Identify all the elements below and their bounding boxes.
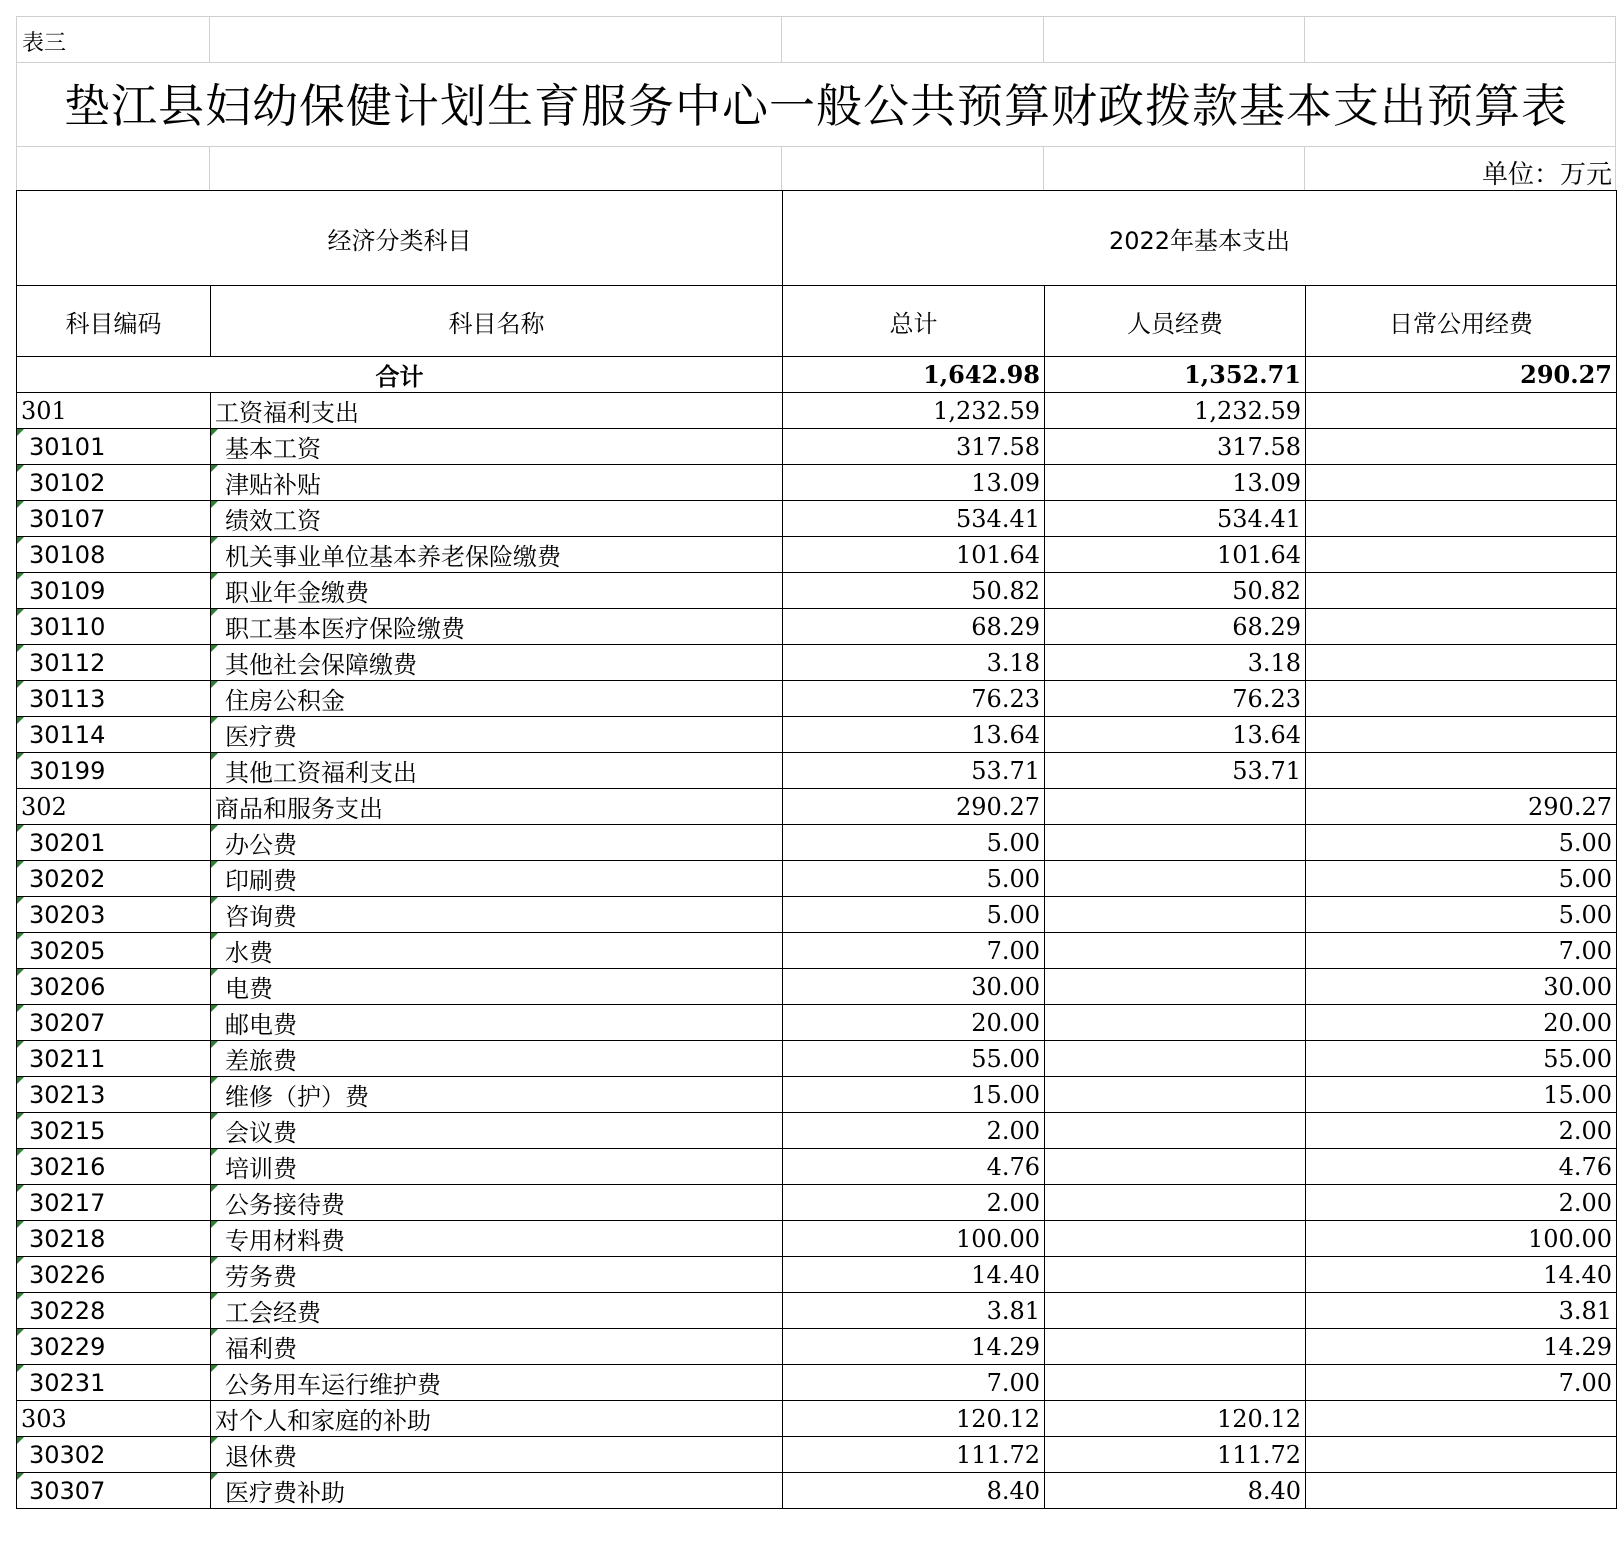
row-total: 290.27 xyxy=(783,789,1045,825)
table-row xyxy=(17,501,1617,537)
row-name: 维修（护）费 xyxy=(211,1077,783,1113)
row-personnel xyxy=(1045,897,1306,933)
row-code: 30226 xyxy=(17,1257,211,1293)
row-code: 30110 xyxy=(17,609,211,645)
row-total: 2.00 xyxy=(783,1113,1045,1149)
row-name: 公务用车运行维护费 xyxy=(211,1365,783,1401)
table-row xyxy=(17,1401,1617,1437)
row-name: 津贴补贴 xyxy=(211,465,783,501)
table-row xyxy=(17,1185,1617,1221)
row-total: 101.64 xyxy=(783,537,1045,573)
row-code: 30215 xyxy=(17,1113,211,1149)
table-row xyxy=(17,825,1617,861)
row-name: 会议费 xyxy=(211,1113,783,1149)
row-code: 30102 xyxy=(17,465,211,501)
row-code: 30203 xyxy=(17,897,211,933)
header-personnel: 人员经费 xyxy=(1045,286,1306,357)
table-row xyxy=(17,789,1617,825)
row-daily: 2.00 xyxy=(1306,1113,1617,1149)
row-code: 30218 xyxy=(17,1221,211,1257)
row-name: 培训费 xyxy=(211,1149,783,1185)
row-name: 专用材料费 xyxy=(211,1221,783,1257)
row-name: 电费 xyxy=(211,969,783,1005)
table-row xyxy=(17,1149,1617,1185)
row-personnel: 68.29 xyxy=(1045,609,1306,645)
table-row xyxy=(17,609,1617,645)
table-row xyxy=(17,861,1617,897)
row-total: 53.71 xyxy=(783,753,1045,789)
row-total: 5.00 xyxy=(783,861,1045,897)
row-daily xyxy=(1306,609,1617,645)
page-title: 垫江县妇幼保健计划生育服务中心一般公共预算财政拨款基本支出预算表 xyxy=(64,79,1568,133)
header-total: 总计 xyxy=(783,286,1045,357)
row-name: 其他社会保障缴费 xyxy=(211,645,783,681)
row-total: 7.00 xyxy=(783,933,1045,969)
row-daily: 5.00 xyxy=(1306,825,1617,861)
row-daily: 5.00 xyxy=(1306,897,1617,933)
row-code: 30231 xyxy=(17,1365,211,1401)
row-total: 14.40 xyxy=(783,1257,1045,1293)
row-total: 76.23 xyxy=(783,681,1045,717)
header-daily: 日常公用经费 xyxy=(1306,286,1617,357)
row-total: 120.12 xyxy=(783,1401,1045,1437)
total-label: 合计 xyxy=(17,357,783,393)
row-code: 30114 xyxy=(17,717,211,753)
row-personnel xyxy=(1045,1005,1306,1041)
row-personnel: 120.12 xyxy=(1045,1401,1306,1437)
row-daily xyxy=(1306,1473,1617,1509)
row-daily: 3.81 xyxy=(1306,1293,1617,1329)
table-row xyxy=(17,1437,1617,1473)
row-personnel: 50.82 xyxy=(1045,573,1306,609)
row-code: 30211 xyxy=(17,1041,211,1077)
row-total: 5.00 xyxy=(783,825,1045,861)
row-personnel xyxy=(1045,789,1306,825)
header-code: 科目编码 xyxy=(17,286,211,357)
row-personnel: 8.40 xyxy=(1045,1473,1306,1509)
row-daily: 15.00 xyxy=(1306,1077,1617,1113)
row-personnel xyxy=(1045,825,1306,861)
row-name: 工会经费 xyxy=(211,1293,783,1329)
row-name: 基本工资 xyxy=(211,429,783,465)
row-total: 8.40 xyxy=(783,1473,1045,1509)
row-total: 7.00 xyxy=(783,1365,1045,1401)
row-total: 50.82 xyxy=(783,573,1045,609)
table-row xyxy=(17,1365,1617,1401)
table-row xyxy=(17,969,1617,1005)
row-personnel xyxy=(1045,1257,1306,1293)
row-personnel: 1,232.59 xyxy=(1045,393,1306,429)
row-code: 302 xyxy=(17,789,211,825)
table-row xyxy=(17,753,1617,789)
row-name: 咨询费 xyxy=(211,897,783,933)
table-row xyxy=(17,717,1617,753)
table-row xyxy=(17,537,1617,573)
table-row xyxy=(17,573,1617,609)
row-personnel xyxy=(1045,1041,1306,1077)
row-total: 13.64 xyxy=(783,717,1045,753)
row-daily: 14.40 xyxy=(1306,1257,1617,1293)
row-total: 14.29 xyxy=(783,1329,1045,1365)
row-name: 对个人和家庭的补助 xyxy=(211,1401,783,1437)
row-name: 差旅费 xyxy=(211,1041,783,1077)
table-row xyxy=(17,1221,1617,1257)
total-row xyxy=(17,357,1617,393)
row-personnel: 76.23 xyxy=(1045,681,1306,717)
row-daily xyxy=(1306,573,1617,609)
row-name: 福利费 xyxy=(211,1329,783,1365)
row-daily xyxy=(1306,429,1617,465)
row-personnel xyxy=(1045,1185,1306,1221)
table-row xyxy=(17,1077,1617,1113)
row-daily xyxy=(1306,537,1617,573)
row-name: 办公费 xyxy=(211,825,783,861)
row-total: 55.00 xyxy=(783,1041,1045,1077)
row-total: 111.72 xyxy=(783,1437,1045,1473)
row-total: 100.00 xyxy=(783,1221,1045,1257)
row-personnel xyxy=(1045,933,1306,969)
table-row xyxy=(17,681,1617,717)
row-total: 13.09 xyxy=(783,465,1045,501)
row-code: 30202 xyxy=(17,861,211,897)
row-code: 301 xyxy=(17,393,211,429)
row-code: 30217 xyxy=(17,1185,211,1221)
row-name: 商品和服务支出 xyxy=(211,789,783,825)
table-row xyxy=(17,429,1617,465)
row-code: 30112 xyxy=(17,645,211,681)
row-name: 印刷费 xyxy=(211,861,783,897)
row-total: 3.81 xyxy=(783,1293,1045,1329)
row-code: 30206 xyxy=(17,969,211,1005)
row-daily xyxy=(1306,717,1617,753)
row-name: 水费 xyxy=(211,933,783,969)
row-name: 劳务费 xyxy=(211,1257,783,1293)
row-personnel: 317.58 xyxy=(1045,429,1306,465)
row-name: 住房公积金 xyxy=(211,681,783,717)
row-total: 3.18 xyxy=(783,645,1045,681)
row-name: 邮电费 xyxy=(211,1005,783,1041)
table-row xyxy=(17,933,1617,969)
row-daily xyxy=(1306,393,1617,429)
row-daily: 20.00 xyxy=(1306,1005,1617,1041)
table-row xyxy=(17,1473,1617,1509)
row-daily: 100.00 xyxy=(1306,1221,1617,1257)
row-daily: 2.00 xyxy=(1306,1185,1617,1221)
row-code: 30199 xyxy=(17,753,211,789)
row-total: 2.00 xyxy=(783,1185,1045,1221)
row-code: 30307 xyxy=(17,1473,211,1509)
table-row xyxy=(17,645,1617,681)
header-econ-class: 经济分类科目 xyxy=(17,191,783,286)
row-name: 医疗费 xyxy=(211,717,783,753)
row-total: 317.58 xyxy=(783,429,1045,465)
table-row xyxy=(17,1041,1617,1077)
row-total: 1,232.59 xyxy=(783,393,1045,429)
row-personnel xyxy=(1045,1149,1306,1185)
row-daily: 55.00 xyxy=(1306,1041,1617,1077)
row-personnel xyxy=(1045,969,1306,1005)
row-name: 医疗费补助 xyxy=(211,1473,783,1509)
row-code: 30109 xyxy=(17,573,211,609)
header-year-basic: 2022年基本支出 xyxy=(783,191,1617,286)
row-code: 30228 xyxy=(17,1293,211,1329)
row-code: 30216 xyxy=(17,1149,211,1185)
row-name: 绩效工资 xyxy=(211,501,783,537)
row-personnel xyxy=(1045,1365,1306,1401)
row-code: 30205 xyxy=(17,933,211,969)
table-row xyxy=(17,465,1617,501)
row-personnel xyxy=(1045,1221,1306,1257)
total-personnel: 1,352.71 xyxy=(1045,357,1306,393)
row-personnel: 53.71 xyxy=(1045,753,1306,789)
row-total: 5.00 xyxy=(783,897,1045,933)
row-total: 30.00 xyxy=(783,969,1045,1005)
row-name: 机关事业单位基本养老保险缴费 xyxy=(211,537,783,573)
header-name: 科目名称 xyxy=(211,286,783,357)
row-total: 20.00 xyxy=(783,1005,1045,1041)
total-daily: 290.27 xyxy=(1306,357,1617,393)
row-daily xyxy=(1306,753,1617,789)
row-code: 30201 xyxy=(17,825,211,861)
row-name: 公务接待费 xyxy=(211,1185,783,1221)
header-row-2 xyxy=(17,286,1617,357)
row-personnel: 101.64 xyxy=(1045,537,1306,573)
row-personnel: 13.09 xyxy=(1045,465,1306,501)
row-daily xyxy=(1306,465,1617,501)
row-total: 4.76 xyxy=(783,1149,1045,1185)
row-daily xyxy=(1306,645,1617,681)
row-code: 30101 xyxy=(17,429,211,465)
row-code: 30108 xyxy=(17,537,211,573)
row-daily: 5.00 xyxy=(1306,861,1617,897)
table-row xyxy=(17,1005,1617,1041)
row-daily xyxy=(1306,681,1617,717)
row-name: 职业年金缴费 xyxy=(211,573,783,609)
row-code: 303 xyxy=(17,1401,211,1437)
row-personnel: 111.72 xyxy=(1045,1437,1306,1473)
row-personnel: 13.64 xyxy=(1045,717,1306,753)
row-personnel xyxy=(1045,1293,1306,1329)
row-code: 30207 xyxy=(17,1005,211,1041)
row-daily xyxy=(1306,501,1617,537)
row-code: 30107 xyxy=(17,501,211,537)
row-personnel xyxy=(1045,1113,1306,1149)
row-name: 职工基本医疗保险缴费 xyxy=(211,609,783,645)
row-code: 30302 xyxy=(17,1437,211,1473)
row-code: 30113 xyxy=(17,681,211,717)
row-name: 工资福利支出 xyxy=(211,393,783,429)
unit-label: 单位：万元 xyxy=(1481,160,1612,190)
row-personnel xyxy=(1045,1077,1306,1113)
budget-table xyxy=(16,190,1617,1509)
row-code: 30229 xyxy=(17,1329,211,1365)
row-total: 534.41 xyxy=(783,501,1045,537)
table-label: 表三 xyxy=(22,31,67,56)
row-personnel xyxy=(1045,1329,1306,1365)
row-total: 15.00 xyxy=(783,1077,1045,1113)
row-daily: 290.27 xyxy=(1306,789,1617,825)
table-row xyxy=(17,1113,1617,1149)
table-row xyxy=(17,1257,1617,1293)
table-row xyxy=(17,897,1617,933)
table-row xyxy=(17,1329,1617,1365)
row-daily: 30.00 xyxy=(1306,969,1617,1005)
row-personnel xyxy=(1045,861,1306,897)
header-row-1 xyxy=(17,191,1617,286)
row-daily: 7.00 xyxy=(1306,933,1617,969)
row-personnel: 534.41 xyxy=(1045,501,1306,537)
row-daily xyxy=(1306,1437,1617,1473)
row-code: 30213 xyxy=(17,1077,211,1113)
row-daily: 4.76 xyxy=(1306,1149,1617,1185)
row-daily xyxy=(1306,1401,1617,1437)
row-personnel: 3.18 xyxy=(1045,645,1306,681)
row-name: 退休费 xyxy=(211,1437,783,1473)
row-daily: 7.00 xyxy=(1306,1365,1617,1401)
total-amount: 1,642.98 xyxy=(783,357,1045,393)
row-daily: 14.29 xyxy=(1306,1329,1617,1365)
row-name: 其他工资福利支出 xyxy=(211,753,783,789)
table-row xyxy=(17,393,1617,429)
table-row xyxy=(17,1293,1617,1329)
row-total: 68.29 xyxy=(783,609,1045,645)
